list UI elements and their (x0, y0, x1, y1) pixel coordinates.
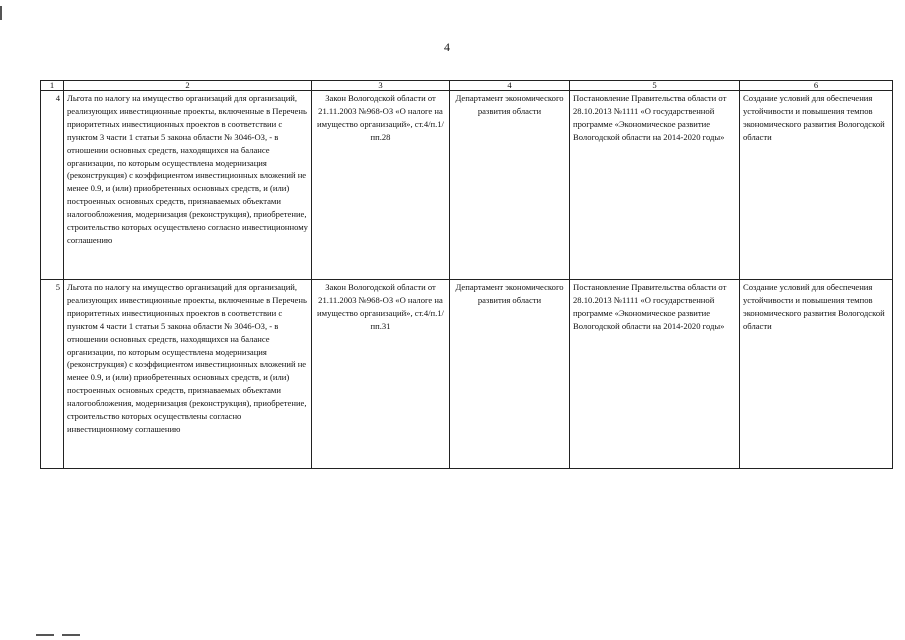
state-program: Постановление Правительства области от 28.10.2013 №1111 «О государственной программе «Экономическое развитие Вологодской области на 2014-2020 годы» (570, 280, 740, 469)
row-number: 5 (41, 280, 64, 469)
row-number: 4 (41, 91, 64, 280)
goal: Создание условий для обеспечения устойчивости и повышения темпов экономического развития Вологодской области (740, 280, 893, 469)
column-header: 3 (312, 81, 450, 91)
goal: Создание условий для обеспечения устойчивости и повышения темпов экономического развития Вологодской области (740, 91, 893, 280)
benefit-description: Льгота по налогу на имущество организаций для организаций, реализующих инвестиционные проекты, включенные в Перечень приоритетных инвестиционных проектов в соответствии с пунктом 4 части 1 статьи 5 закона области № 3046-ОЗ, - в отношении основных средств, находящихся на балансе организации, по которым осуществлена модернизация (реконструкция) с коэффициентом инвестиционных вложений не менее 0.9, и (или) приобретенных основных средств, и (или) построенных основных средств, признаваемых объектами налогообложения, модернизация (реконструкция), приобретение, строительство которых осуществлены согласно инвестиционному соглашению (64, 280, 312, 469)
scan-artifact (62, 634, 80, 636)
responsible-department: Департамент экономического развития области (450, 91, 570, 280)
benefit-description: Льгота по налогу на имущество организаций для организаций, реализующих инвестиционные проекты, включенные в Перечень приоритетных инвестиционных проектов в соответствии с пунктом 3 части 1 статьи 5 закона области № 3046-ОЗ, - в отношении основных средств, находящихся на балансе организации, по которым осуществлена модернизация (реконструкция) с коэффициентом инвестиционных вложений не менее 0.9, и (или) приобретенных основных средств, и (или) построенных основных средств, признаваемых объектами налогообложения, модернизация (реконструкция), приобретение, строительство которых осуществлено согласно инвестиционному соглашению (64, 91, 312, 280)
benefits-table (40, 80, 893, 469)
legal-basis: Закон Вологодской области от 21.11.2003 №968-ОЗ «О налоге на имущество организаций», ст.4/п.1/пп.28 (312, 91, 450, 280)
column-header: 4 (450, 81, 570, 91)
column-header: 2 (64, 81, 312, 91)
column-header: 6 (740, 81, 893, 91)
table-row (41, 280, 893, 469)
page-number: 4 (444, 40, 450, 54)
column-number-row (41, 81, 893, 91)
column-header: 1 (41, 81, 64, 91)
legal-basis: Закон Вологодской области от 21.11.2003 №968-ОЗ «О налоге на имущество организаций», ст.4/п.1/пп.31 (312, 280, 450, 469)
responsible-department: Департамент экономического развития области (450, 280, 570, 469)
column-header: 5 (570, 81, 740, 91)
table-row (41, 91, 893, 280)
state-program: Постановление Правительства области от 28.10.2013 №1111 «О государственной программе «Экономическое развитие Вологодской области на 2014-2020 годы» (570, 91, 740, 280)
scan-artifact (0, 6, 2, 20)
scan-artifact (36, 634, 54, 636)
